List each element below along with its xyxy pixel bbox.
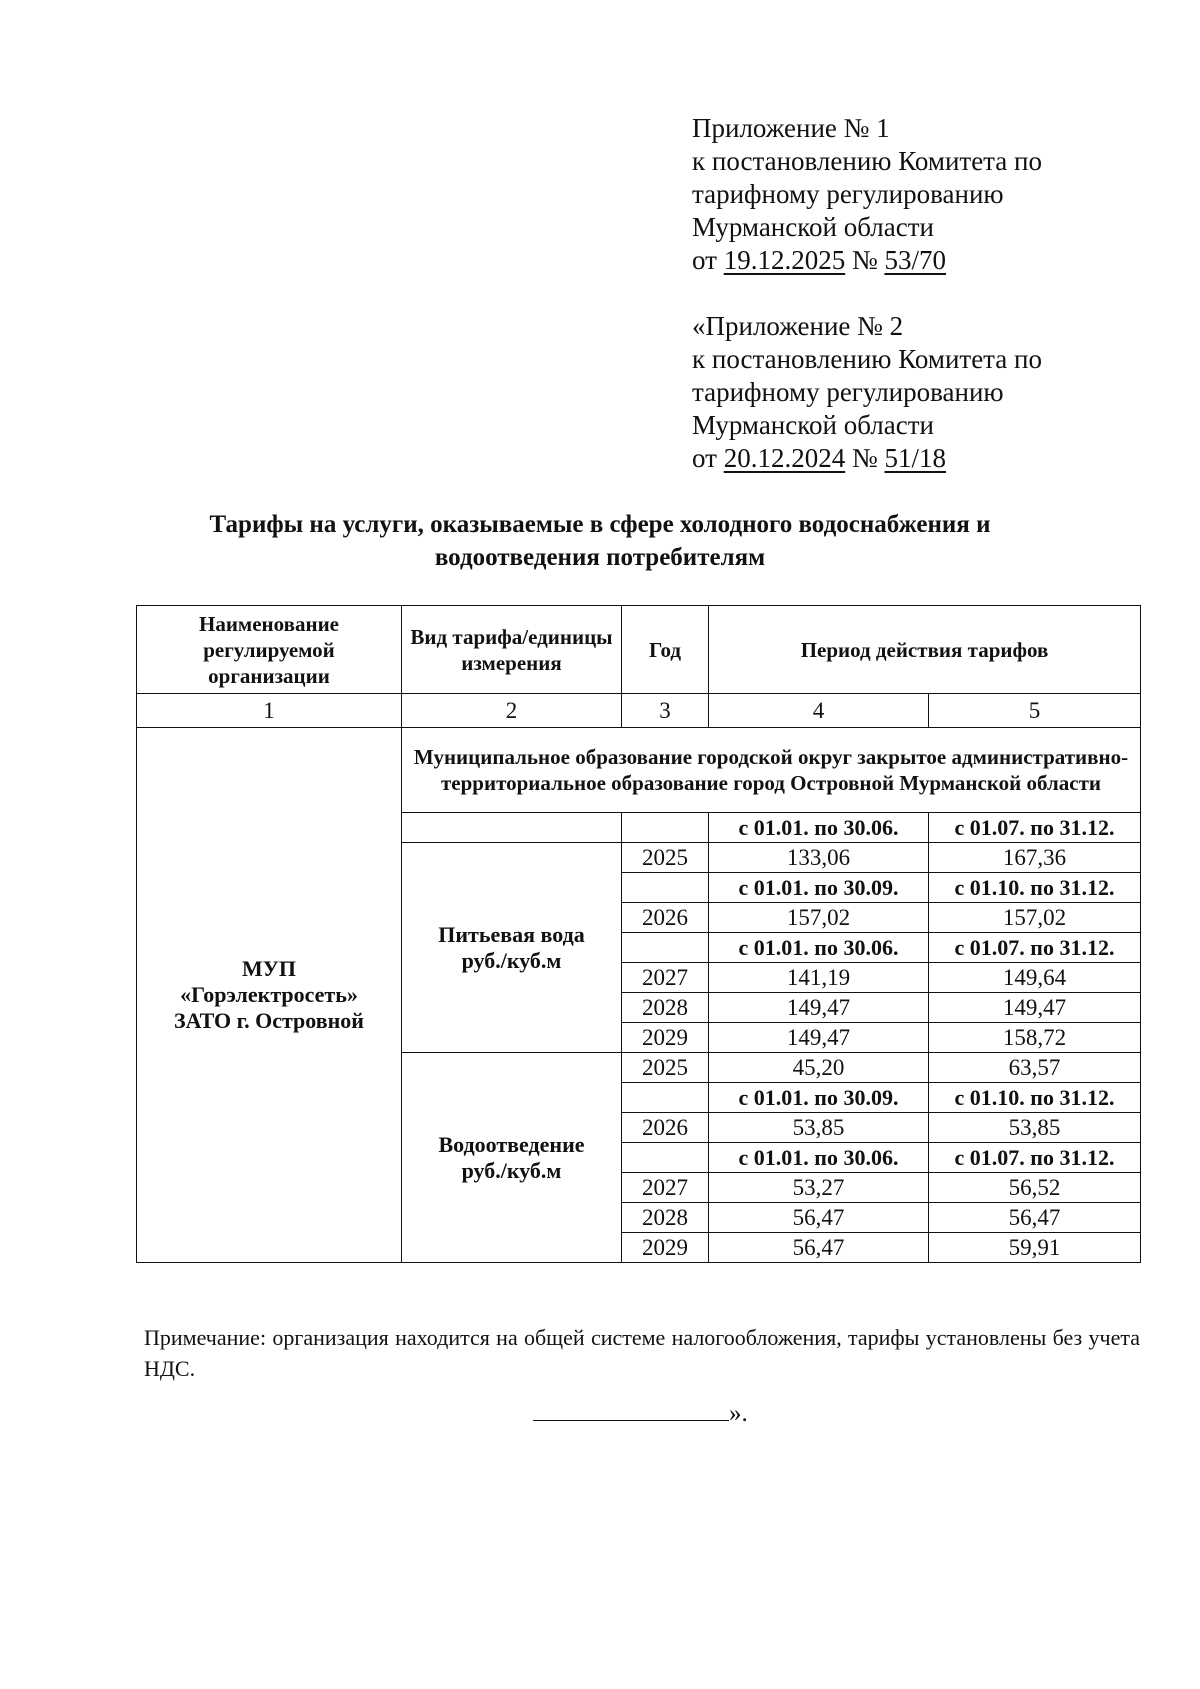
period-cell: с 01.01. по 30.06. <box>709 1143 929 1173</box>
value-cell: 157,02 <box>929 903 1141 933</box>
signature-line <box>533 1400 729 1421</box>
service-drinking-water <box>402 843 622 1053</box>
year-cell: 2027 <box>622 963 709 993</box>
empty-cell <box>622 1083 709 1113</box>
document-title <box>120 508 1080 574</box>
value-cell: 63,57 <box>929 1053 1141 1083</box>
value-cell: 158,72 <box>929 1023 1141 1053</box>
year-cell: 2026 <box>622 1113 709 1143</box>
service-line: Водоотведение <box>438 1131 585 1157</box>
period-cell: с 01.07. по 31.12. <box>929 813 1141 843</box>
service-line: руб./куб.м <box>461 1157 562 1183</box>
value-cell: 167,36 <box>929 843 1141 873</box>
value-cell: 149,64 <box>929 963 1141 993</box>
date-prefix: от <box>692 443 717 473</box>
service-line: руб./куб.м <box>461 947 562 973</box>
column-number: 2 <box>402 694 622 728</box>
year-cell: 2025 <box>622 843 709 873</box>
empty-cell <box>402 813 622 843</box>
value-cell: 141,19 <box>709 963 929 993</box>
value-cell: 59,91 <box>929 1233 1141 1263</box>
tax-note: Примечание: организация находится на общей системе налогообложения, тарифы установлены без учета НДС. <box>144 1325 1140 1381</box>
year-cell: 2027 <box>622 1173 709 1203</box>
period-cell: с 01.01. по 30.09. <box>709 1083 929 1113</box>
appendix-1-line: к постановлению Комитета по <box>692 146 1042 176</box>
value-cell: 56,47 <box>929 1203 1141 1233</box>
appendix-2-block <box>692 310 1042 475</box>
value-cell: 45,20 <box>709 1053 929 1083</box>
number-sign: № <box>851 443 878 473</box>
empty-cell <box>622 813 709 843</box>
value-cell: 56,52 <box>929 1173 1141 1203</box>
date-prefix: от <box>692 245 717 275</box>
organization-line: МУП <box>241 956 297 981</box>
header-period: Период действия тарифов <box>709 606 1141 694</box>
empty-cell <box>622 873 709 903</box>
value-cell: 149,47 <box>709 993 929 1023</box>
column-number: 3 <box>622 694 709 728</box>
resolution-date: 19.12.2025 <box>723 245 846 275</box>
organization-line: «Горэлектросеть» <box>180 982 358 1007</box>
header-year: Год <box>622 606 709 694</box>
resolution-number: 53/70 <box>884 245 946 275</box>
appendix-1-line: Приложение № 1 <box>692 113 890 143</box>
empty-cell <box>622 933 709 963</box>
value-cell: 157,02 <box>709 903 929 933</box>
tariffs-table <box>136 605 1141 1263</box>
municipality-name: Муниципальное образование городской округ закрытое административно-территориальное образование город Островной Мурманской области <box>402 728 1141 813</box>
resolution-number: 51/18 <box>884 443 946 473</box>
service-wastewater <box>402 1053 622 1263</box>
column-number: 4 <box>709 694 929 728</box>
column-number: 5 <box>929 694 1141 728</box>
value-cell: 149,47 <box>929 993 1141 1023</box>
closing-quote: ». <box>729 1400 748 1427</box>
value-cell: 53,85 <box>929 1113 1141 1143</box>
period-cell: с 01.01. по 30.06. <box>709 813 929 843</box>
value-cell: 56,47 <box>709 1233 929 1263</box>
header-tariff-type: Вид тарифа/единицы измерения <box>402 606 622 694</box>
year-cell: 2029 <box>622 1233 709 1263</box>
header-org: Наименование регулируемой организации <box>137 606 402 694</box>
period-cell: с 01.01. по 30.06. <box>709 933 929 963</box>
year-cell: 2029 <box>622 1023 709 1053</box>
period-cell: с 01.10. по 31.12. <box>929 873 1141 903</box>
appendix-2-line: Мурманской области <box>692 410 934 440</box>
year-cell: 2026 <box>622 903 709 933</box>
resolution-date: 20.12.2024 <box>723 443 846 473</box>
value-cell: 53,85 <box>709 1113 929 1143</box>
title-line: водоотведения потребителям <box>434 544 766 571</box>
appendix-2-line: «Приложение № 2 <box>692 311 904 341</box>
year-cell: 2025 <box>622 1053 709 1083</box>
appendix-2-line: тарифному регулированию <box>692 377 1004 407</box>
organization-name <box>137 728 402 1263</box>
appendix-1-line: Мурманской области <box>692 212 934 242</box>
organization-line: ЗАТО г. Островной <box>174 1008 364 1033</box>
value-cell: 56,47 <box>709 1203 929 1233</box>
period-cell: с 01.10. по 31.12. <box>929 1083 1141 1113</box>
appendix-1-block <box>692 112 1042 277</box>
value-cell: 133,06 <box>709 843 929 873</box>
column-number: 1 <box>137 694 402 728</box>
period-cell: с 01.07. по 31.12. <box>929 933 1141 963</box>
period-cell: с 01.01. по 30.09. <box>709 873 929 903</box>
appendix-2-date-line <box>692 442 1042 475</box>
appendix-1-date-line <box>692 244 1042 277</box>
appendix-2-line: к постановлению Комитета по <box>692 344 1042 374</box>
value-cell: 53,27 <box>709 1173 929 1203</box>
year-cell: 2028 <box>622 1203 709 1233</box>
period-cell: с 01.07. по 31.12. <box>929 1143 1141 1173</box>
number-sign: № <box>851 245 878 275</box>
service-line: Питьевая вода <box>438 921 585 947</box>
value-cell: 149,47 <box>709 1023 929 1053</box>
empty-cell <box>622 1143 709 1173</box>
closing-mark <box>533 1400 748 1428</box>
title-line: Тарифы на услуги, оказываемые в сфере холодного водоснабжения и <box>209 511 991 538</box>
appendix-1-line: тарифному регулированию <box>692 179 1004 209</box>
year-cell: 2028 <box>622 993 709 1023</box>
